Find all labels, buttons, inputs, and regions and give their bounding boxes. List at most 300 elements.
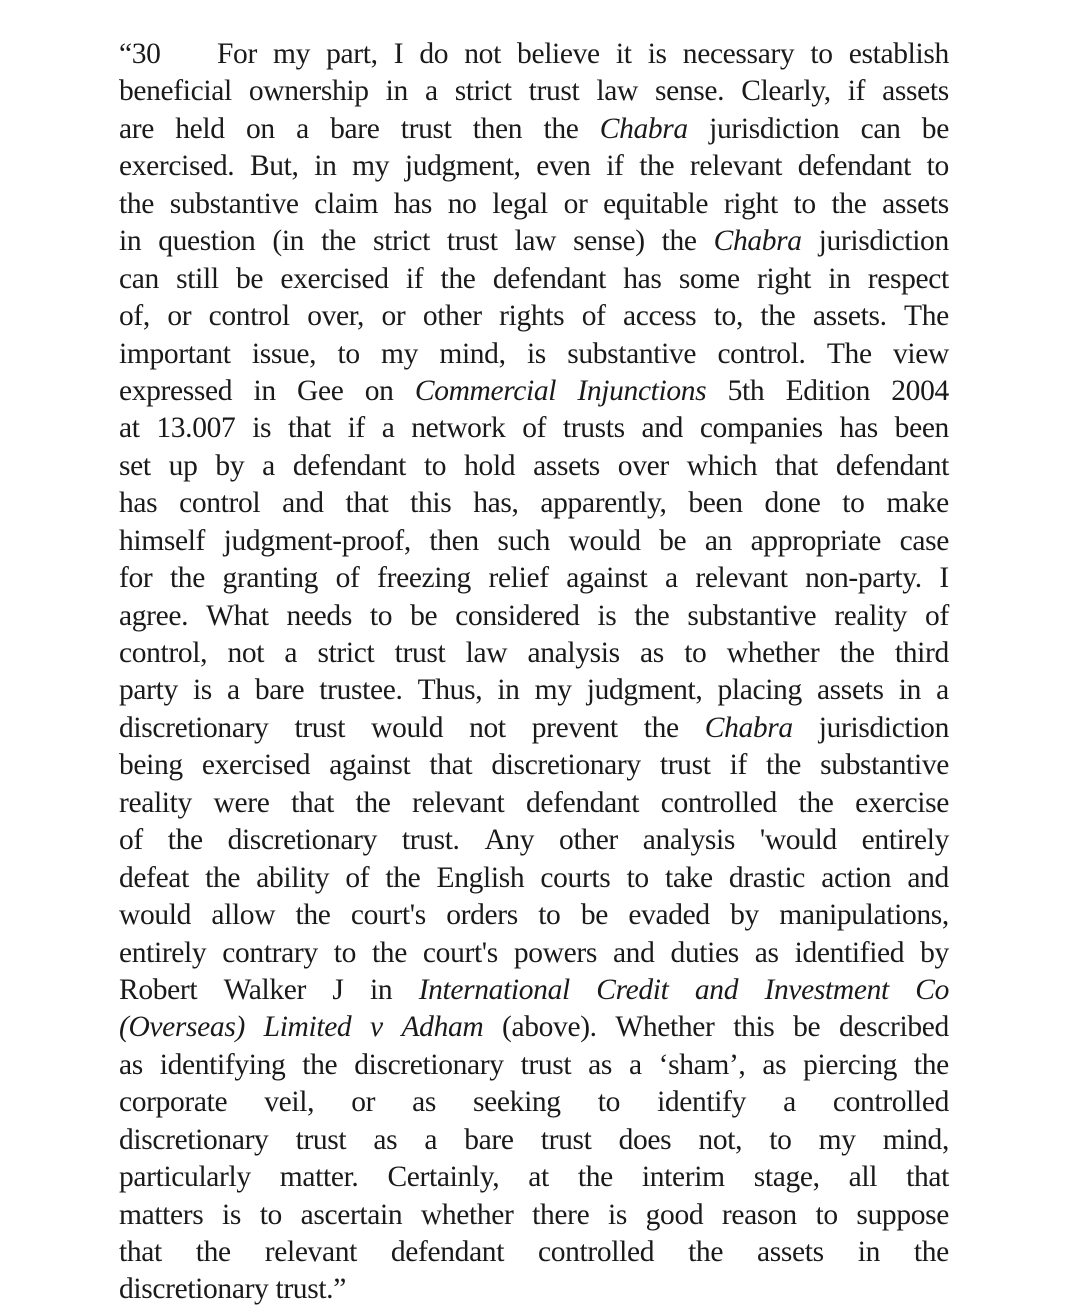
word: to bbox=[842, 487, 865, 520]
word: as bbox=[762, 1048, 787, 1081]
word: trust bbox=[520, 1048, 572, 1081]
word: be bbox=[410, 599, 438, 632]
text-line bbox=[119, 485, 949, 522]
word: evaded bbox=[628, 899, 710, 932]
word: the bbox=[355, 786, 391, 819]
word: 5th bbox=[727, 374, 765, 407]
word: and bbox=[694, 973, 739, 1006]
word: a bbox=[296, 112, 309, 145]
word: judgment, bbox=[404, 150, 521, 183]
word: the bbox=[195, 1236, 231, 1268]
text-line bbox=[119, 1234, 949, 1271]
word: needs bbox=[286, 599, 352, 632]
word: a bbox=[665, 562, 678, 595]
word: reason bbox=[721, 1198, 797, 1231]
word: placing bbox=[717, 674, 802, 707]
text-line bbox=[119, 73, 949, 110]
word: to bbox=[810, 38, 833, 70]
word: court's bbox=[422, 936, 498, 969]
word: the bbox=[295, 899, 331, 932]
word: if bbox=[405, 262, 424, 295]
word: in bbox=[253, 374, 276, 407]
word: the bbox=[169, 562, 205, 595]
word: the bbox=[371, 936, 407, 969]
word: and bbox=[641, 412, 684, 445]
word: non-party. bbox=[805, 562, 922, 595]
word: and bbox=[907, 861, 949, 894]
word: set bbox=[119, 449, 151, 482]
word: to bbox=[538, 899, 561, 932]
text-line bbox=[119, 897, 949, 934]
word: my bbox=[273, 38, 311, 70]
text-line bbox=[119, 448, 949, 485]
word: a bbox=[227, 674, 240, 707]
word: such bbox=[497, 524, 551, 557]
word: manipulations, bbox=[779, 899, 949, 932]
word: International bbox=[418, 973, 570, 1006]
word: is bbox=[608, 1198, 627, 1231]
word: Chabra bbox=[599, 112, 688, 145]
word: sense) bbox=[573, 225, 645, 258]
word: other bbox=[559, 824, 618, 857]
word: J bbox=[332, 973, 344, 1006]
word: particularly bbox=[119, 1161, 251, 1194]
word: discretionary bbox=[119, 1273, 269, 1306]
word: strict bbox=[454, 75, 512, 108]
word: (Overseas) bbox=[119, 1011, 245, 1044]
word: relevant bbox=[689, 150, 783, 183]
word: in bbox=[497, 674, 520, 707]
text-line bbox=[119, 111, 949, 148]
word: be bbox=[235, 262, 264, 295]
text-line bbox=[119, 1197, 949, 1234]
word: contrary bbox=[222, 936, 318, 969]
word: mind, bbox=[882, 1123, 949, 1156]
word: control bbox=[208, 300, 290, 333]
word: sense. bbox=[655, 75, 725, 108]
text-line bbox=[119, 1159, 949, 1196]
word: v bbox=[370, 1011, 383, 1044]
word: relevant bbox=[412, 786, 505, 819]
word: freezing bbox=[377, 562, 471, 595]
text-line bbox=[119, 1009, 949, 1046]
text-line bbox=[119, 598, 949, 635]
text-line bbox=[119, 710, 949, 747]
word: discretionary bbox=[119, 1123, 269, 1156]
word: courts bbox=[540, 861, 611, 894]
word: relief bbox=[488, 562, 549, 595]
word: exercised. bbox=[119, 150, 235, 183]
word: been bbox=[894, 412, 949, 445]
word: to bbox=[684, 637, 707, 669]
word: the bbox=[688, 1236, 724, 1268]
word: my bbox=[352, 150, 390, 183]
word: assets bbox=[533, 449, 600, 482]
text-line bbox=[119, 860, 949, 897]
word: has bbox=[119, 487, 158, 520]
word: law bbox=[465, 637, 508, 669]
word: this bbox=[410, 487, 452, 520]
word: Whether bbox=[615, 1011, 715, 1044]
word: veil, bbox=[264, 1086, 315, 1119]
word: if bbox=[347, 412, 365, 445]
word: some bbox=[678, 262, 740, 295]
word: matter. bbox=[279, 1161, 359, 1194]
text-line bbox=[119, 822, 949, 859]
word: trust bbox=[659, 749, 711, 782]
word: is bbox=[252, 412, 272, 445]
word: (above). bbox=[502, 1011, 597, 1044]
word: powers bbox=[513, 936, 597, 969]
word: a bbox=[381, 412, 395, 445]
word: defendant bbox=[797, 150, 911, 183]
word: substantive bbox=[687, 599, 817, 632]
word: to bbox=[769, 1123, 792, 1156]
word: ownership bbox=[248, 75, 369, 108]
word: to bbox=[369, 599, 393, 632]
word: that bbox=[775, 449, 818, 482]
word: for bbox=[119, 562, 153, 595]
word: analysis bbox=[642, 824, 736, 857]
word: trust bbox=[394, 637, 446, 669]
word: the bbox=[831, 187, 867, 220]
word: that bbox=[345, 487, 389, 520]
word: that bbox=[119, 1236, 162, 1268]
word: as bbox=[640, 637, 664, 669]
word: allow bbox=[211, 899, 276, 932]
word: reality bbox=[119, 786, 192, 819]
word: which bbox=[686, 449, 758, 482]
quoted-judgment-paragraph bbox=[119, 36, 949, 1309]
word: Gee bbox=[297, 374, 344, 407]
word: my bbox=[381, 337, 419, 370]
word: my bbox=[534, 674, 572, 707]
word: assets bbox=[816, 674, 884, 707]
word: whether bbox=[420, 1198, 514, 1231]
word: jurisdiction bbox=[818, 711, 949, 744]
word: appropriate bbox=[750, 524, 882, 557]
word: the bbox=[661, 225, 697, 258]
word: controlled bbox=[660, 786, 777, 819]
word: Injunctions bbox=[577, 374, 707, 407]
word: by bbox=[920, 936, 949, 969]
word: Credit bbox=[596, 973, 669, 1006]
word: is bbox=[192, 674, 212, 707]
word: would bbox=[568, 524, 641, 557]
word: Certainly, bbox=[387, 1161, 500, 1194]
word: to bbox=[423, 449, 447, 482]
word: at bbox=[119, 412, 140, 445]
word: to bbox=[626, 861, 649, 894]
word: up bbox=[168, 449, 198, 482]
text-line bbox=[119, 186, 949, 223]
word: there bbox=[532, 1198, 590, 1231]
word: in bbox=[898, 674, 921, 707]
word: judgment, bbox=[586, 674, 703, 707]
word: as bbox=[588, 1048, 613, 1081]
word: 2004 bbox=[891, 374, 949, 407]
word: jurisdiction bbox=[818, 225, 949, 258]
word: seeking bbox=[473, 1086, 561, 1119]
paragraph-number: “30 bbox=[119, 38, 161, 70]
word: The bbox=[904, 300, 949, 333]
word: still bbox=[176, 262, 219, 295]
word: of, bbox=[119, 300, 150, 333]
word: piercing bbox=[803, 1048, 897, 1081]
word: of bbox=[119, 824, 143, 857]
word: relevant bbox=[264, 1236, 357, 1268]
word: not bbox=[227, 637, 265, 669]
word: to bbox=[926, 150, 949, 183]
word: identifying bbox=[159, 1048, 286, 1081]
word: are bbox=[119, 112, 154, 145]
word: judgment-proof, bbox=[223, 524, 411, 557]
word: against bbox=[329, 749, 411, 782]
word: good bbox=[645, 1198, 704, 1231]
word: be bbox=[659, 524, 687, 557]
word: even bbox=[536, 150, 591, 183]
word: to bbox=[337, 337, 360, 370]
word: defendant bbox=[292, 449, 407, 482]
text-line bbox=[119, 523, 949, 560]
word: in bbox=[857, 1236, 880, 1268]
word: The bbox=[826, 337, 872, 370]
word: that bbox=[291, 786, 334, 819]
word: defeat bbox=[119, 861, 189, 894]
word: believe bbox=[517, 38, 600, 70]
word: defendant bbox=[390, 1236, 505, 1268]
word: not bbox=[464, 38, 501, 70]
word: controlled bbox=[832, 1086, 949, 1119]
word: other bbox=[422, 300, 482, 333]
word: this bbox=[733, 1011, 775, 1044]
word: the bbox=[440, 262, 476, 295]
word: a bbox=[936, 674, 949, 707]
word: in bbox=[385, 75, 408, 108]
word: to bbox=[793, 187, 816, 220]
word: of bbox=[345, 861, 370, 894]
word: bare bbox=[330, 112, 380, 145]
word: the bbox=[205, 861, 241, 894]
word: or bbox=[381, 300, 406, 333]
word: in bbox=[370, 973, 393, 1006]
text-line bbox=[119, 223, 949, 260]
word: the bbox=[760, 300, 796, 333]
text-line bbox=[119, 560, 949, 597]
word: as bbox=[373, 1123, 398, 1156]
word: defendant bbox=[526, 786, 640, 819]
word: if bbox=[729, 749, 747, 782]
word: expressed bbox=[119, 374, 233, 407]
word: mind, bbox=[439, 337, 506, 370]
word: establish bbox=[848, 38, 949, 70]
text-line bbox=[119, 785, 949, 822]
word: as bbox=[119, 1048, 143, 1081]
word: to bbox=[815, 1198, 838, 1231]
word: Investment bbox=[764, 973, 889, 1006]
word: beneficial bbox=[119, 75, 232, 108]
text-line bbox=[119, 336, 949, 373]
word: identified bbox=[794, 936, 905, 969]
text-line bbox=[119, 1084, 949, 1121]
word: bare bbox=[464, 1123, 514, 1156]
text-line bbox=[119, 298, 949, 335]
word: trust bbox=[540, 1123, 592, 1156]
word: control, bbox=[119, 637, 208, 669]
word: the bbox=[321, 225, 357, 258]
word: the bbox=[385, 861, 421, 894]
word: Commercial bbox=[414, 374, 557, 407]
word: not bbox=[469, 711, 506, 744]
word: court's bbox=[350, 899, 426, 932]
word: Robert bbox=[119, 973, 198, 1006]
word: were bbox=[213, 786, 270, 819]
word: the bbox=[302, 1048, 338, 1081]
word: apparently, bbox=[540, 487, 667, 520]
text-line bbox=[119, 261, 949, 298]
word: network bbox=[411, 412, 506, 445]
word: be bbox=[921, 112, 949, 145]
word: on bbox=[364, 374, 394, 407]
word: considered bbox=[455, 599, 580, 632]
word: right bbox=[756, 262, 811, 295]
word: is bbox=[526, 337, 546, 370]
word: be bbox=[580, 899, 608, 932]
word: the bbox=[913, 1236, 949, 1268]
text-line bbox=[119, 635, 949, 672]
word: to, bbox=[713, 300, 743, 333]
word: it bbox=[615, 38, 632, 70]
word: exercised bbox=[201, 749, 311, 782]
text-line bbox=[119, 935, 949, 972]
word: ascertain bbox=[300, 1198, 403, 1231]
word: the bbox=[119, 187, 154, 220]
word: no bbox=[447, 187, 477, 220]
word: as bbox=[754, 936, 779, 969]
word: discretionary bbox=[354, 1048, 504, 1081]
word: defendant bbox=[835, 449, 949, 482]
word: a bbox=[628, 1048, 642, 1081]
word: third bbox=[894, 637, 949, 669]
word: the bbox=[643, 711, 679, 744]
word: the bbox=[634, 599, 670, 632]
word: I bbox=[393, 38, 404, 70]
word: reality bbox=[834, 599, 908, 632]
word: trust bbox=[446, 225, 498, 258]
word: by bbox=[215, 449, 245, 482]
word: Limited bbox=[263, 1011, 352, 1044]
word: then bbox=[472, 112, 523, 145]
word: What bbox=[206, 599, 269, 632]
word: view bbox=[893, 337, 949, 370]
word: my bbox=[818, 1123, 856, 1156]
word: Chabra bbox=[713, 225, 802, 258]
word: granting bbox=[222, 562, 319, 595]
word: claim bbox=[314, 187, 379, 220]
word: on bbox=[245, 112, 275, 145]
word: of bbox=[581, 300, 606, 333]
word: a bbox=[783, 1086, 796, 1119]
word: do bbox=[419, 38, 449, 70]
word: control. bbox=[717, 337, 806, 370]
word: the bbox=[167, 824, 203, 857]
word: law bbox=[514, 225, 557, 258]
word: control bbox=[179, 487, 261, 520]
word: interim bbox=[641, 1161, 725, 1194]
word: has, bbox=[473, 487, 519, 520]
word: discretionary bbox=[119, 711, 269, 744]
word: whether bbox=[726, 637, 820, 669]
word: is bbox=[647, 38, 667, 70]
word: over bbox=[617, 449, 669, 482]
word: analysis bbox=[527, 637, 620, 669]
word: of bbox=[522, 412, 547, 445]
word: necessary bbox=[682, 38, 795, 70]
word: Walker bbox=[223, 973, 306, 1006]
text-line bbox=[119, 1271, 949, 1308]
word: important bbox=[119, 337, 231, 370]
word: identify bbox=[657, 1086, 747, 1119]
word: assets. bbox=[812, 300, 887, 333]
word: if bbox=[606, 150, 624, 183]
word: equitable bbox=[603, 187, 709, 220]
word: against bbox=[566, 562, 648, 595]
word: suppose bbox=[856, 1198, 949, 1231]
word: rights bbox=[499, 300, 565, 333]
word: has bbox=[839, 412, 878, 445]
text-line bbox=[119, 148, 949, 185]
word: himself bbox=[119, 524, 206, 557]
word: part, bbox=[326, 38, 378, 70]
word: trust.” bbox=[275, 1273, 346, 1306]
word: can bbox=[860, 112, 901, 145]
word: a bbox=[284, 637, 298, 669]
word: and bbox=[612, 936, 655, 969]
word: defendant bbox=[492, 262, 606, 295]
text-line bbox=[119, 373, 949, 410]
word: strict bbox=[317, 637, 375, 669]
word: by bbox=[730, 899, 759, 932]
word: trust bbox=[294, 711, 346, 744]
word: a bbox=[424, 1123, 438, 1156]
text-line bbox=[119, 1122, 949, 1159]
word: the bbox=[766, 749, 802, 782]
word: Adham bbox=[401, 1011, 484, 1044]
word: trust bbox=[528, 75, 580, 108]
word: being bbox=[119, 749, 183, 782]
word: or bbox=[351, 1086, 376, 1119]
word: or bbox=[563, 187, 588, 220]
word: described bbox=[839, 1011, 949, 1044]
word: trust bbox=[400, 112, 452, 145]
word: then bbox=[429, 524, 479, 557]
word: trustee. bbox=[319, 674, 403, 707]
word: issue, bbox=[251, 337, 317, 370]
word: substantive bbox=[567, 337, 697, 370]
word: case bbox=[899, 524, 949, 557]
word: assets bbox=[882, 75, 949, 108]
word: does bbox=[618, 1123, 672, 1156]
word: trusts bbox=[562, 412, 625, 445]
word: that bbox=[287, 412, 331, 445]
word: discretionary bbox=[491, 749, 641, 782]
word: drastic bbox=[728, 861, 806, 894]
word: action bbox=[821, 861, 892, 894]
word: agree. bbox=[119, 599, 189, 632]
word: prevent bbox=[531, 711, 618, 744]
word: relevant bbox=[695, 562, 788, 595]
word: 'would bbox=[759, 824, 837, 857]
